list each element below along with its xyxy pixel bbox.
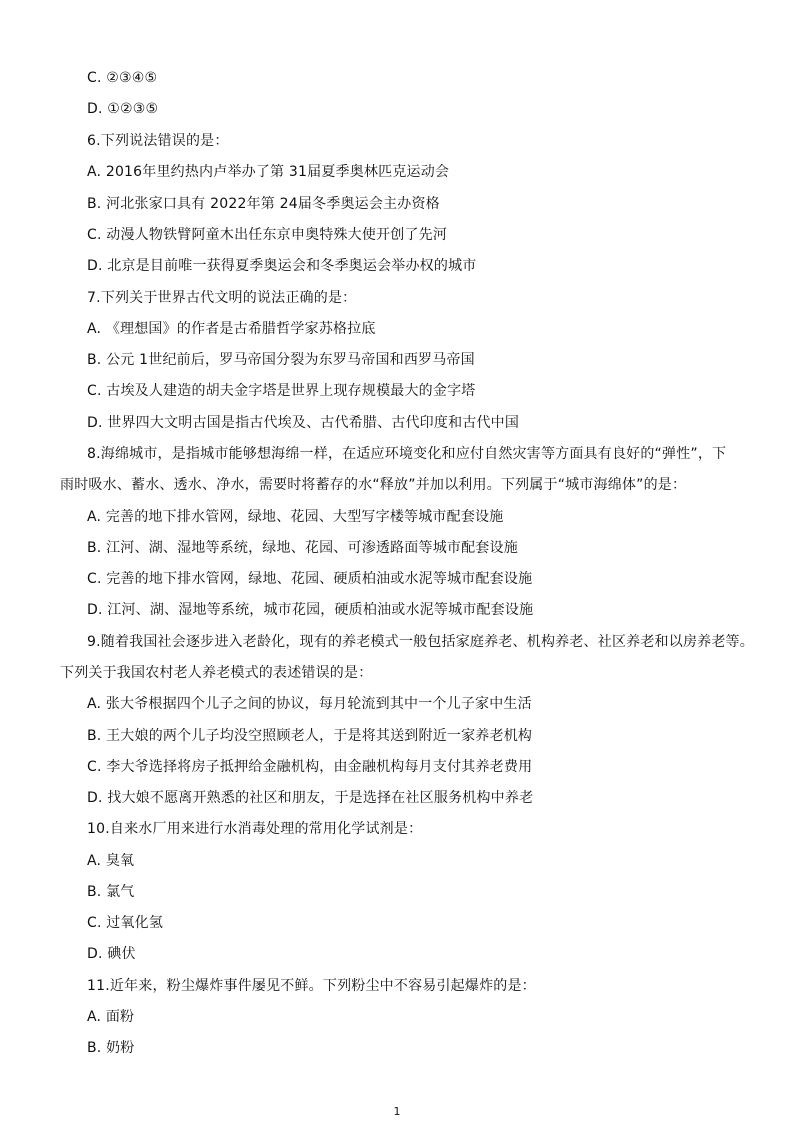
q8-option-a: A. 完善的地下排水管网，绿地、花园、大型写字楼等城市配套设施 <box>87 509 504 525</box>
option-c: C. ②③④⑤ <box>87 70 158 86</box>
question-11: 11.近年来，粉尘爆炸事件屡见不鲜。下列粉尘中不容易引起爆炸的是： <box>87 978 536 994</box>
q8-option-c: C. 完善的地下排水管网，绿地、花园、硬质柏油或水泥等城市配套设施 <box>87 571 533 587</box>
q7-option-c: C. 古埃及人建造的胡夫金字塔是世界上现存规模最大的金字塔 <box>87 383 476 399</box>
q7-option-d: D. 世界四大文明古国是指古代埃及、古代希腊、古代印度和古代中国 <box>87 415 520 431</box>
option-d: D. ①②③⑤ <box>87 101 159 117</box>
question-9-line-1: 9.随着我国社会逐步进入老龄化，现有的养老模式一般包括家庭养老、机构养老、社区养老和以房养老等。 <box>87 634 754 650</box>
q11-option-b: B. 奶粉 <box>87 1040 135 1056</box>
page-number: 1 <box>393 1105 401 1118</box>
q10-option-d: D. 碘伏 <box>87 946 136 962</box>
question-9-line-2: 下列关于我国农村老人养老模式的表述错误的是： <box>60 665 373 681</box>
q6-option-a: A. 2016年里约热内卢举办了第 31届夏季奥林匹克运动会 <box>87 164 450 180</box>
q10-option-c: C. 过氧化氢 <box>87 915 164 931</box>
q10-option-b: B. 氯气 <box>87 884 135 900</box>
question-8-line-1: 8.海绵城市，是指城市能够想海绵一样，在适应环境变化和应付自然灾害等方面具有良好的“弹性”，下 <box>87 446 727 462</box>
q8-option-d: D. 江河、湖、湿地等系统，城市花园，硬质柏油或水泥等城市配套设施 <box>87 602 534 618</box>
q9-option-a: A. 张大爷根据四个儿子之间的协议，每月轮流到其中一个儿子家中生活 <box>87 696 532 712</box>
question-10: 10.自来水厂用来进行水消毒处理的常用化学试剂是： <box>87 821 423 837</box>
q6-option-c: C. 动漫人物铁臂阿童木出任东京申奥特殊大使开创了先河 <box>87 227 448 243</box>
q8-option-b: B. 江河、湖、湿地等系统，绿地、花园、可渗透路面等城市配套设施 <box>87 540 518 556</box>
q6-option-b: B. 河北张家口具有 2022年第 24届冬季奥运会主办资格 <box>87 196 440 212</box>
q9-option-c: C. 李大爷选择将房子抵押给金融机构，由金融机构每月支付其养老费用 <box>87 759 533 775</box>
q10-option-a: A. 臭氧 <box>87 853 135 869</box>
q11-option-a: A. 面粉 <box>87 1009 135 1025</box>
q6-option-d: D. 北京是目前唯一获得夏季奥运会和冬季奥运会举办权的城市 <box>87 258 477 274</box>
q9-option-b: B. 王大娘的两个儿子均没空照顾老人，于是将其送到附近一家养老机构 <box>87 728 533 744</box>
q9-option-d: D. 找大娘不愿离开熟悉的社区和朋友，于是选择在社区服务机构中养老 <box>87 790 534 806</box>
question-7: 7.下列关于世界古代文明的说法正确的是： <box>87 290 357 306</box>
question-6: 6.下列说法错误的是： <box>87 133 229 149</box>
q7-option-b: B. 公元 1世纪前后，罗马帝国分裂为东罗马帝国和西罗马帝国 <box>87 352 475 368</box>
q7-option-a: A. 《理想国》的作者是古希腊哲学家苏格拉底 <box>87 321 376 337</box>
question-8-line-2: 雨时吸水、蓄水、透水、净水，需要时将蓄存的水“释放”并加以利用。下列属于“城市海绵体”的是： <box>60 477 687 493</box>
